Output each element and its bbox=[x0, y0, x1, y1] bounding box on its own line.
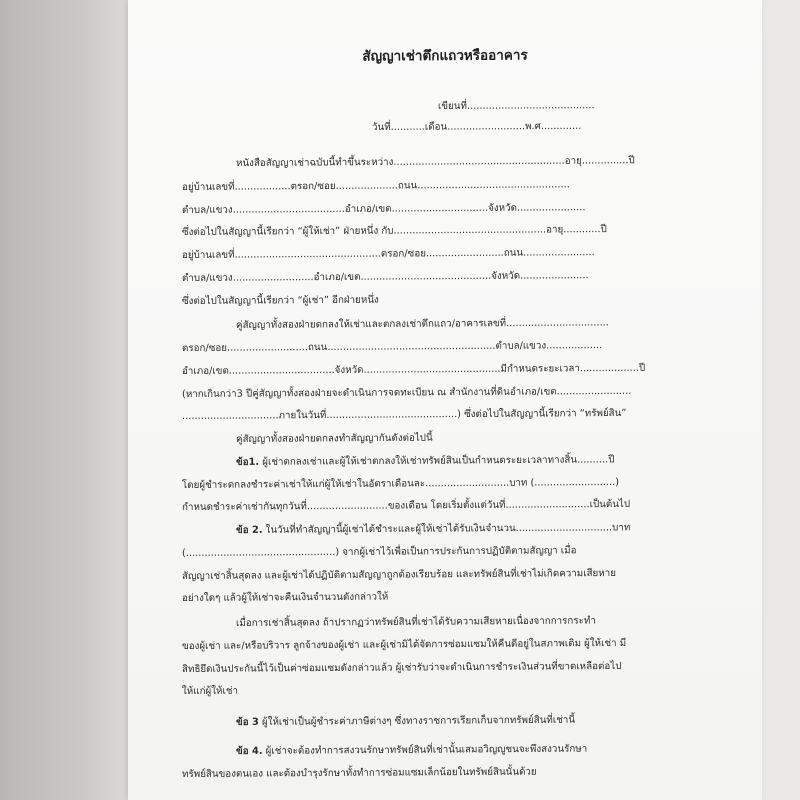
text-line: ให้แก่ผู้ให้เช่า bbox=[181, 685, 239, 697]
text-line: คู่สัญญาทั้งสองฝ่ายตกลงทำสัญญากันดังต่อไปนี้ bbox=[235, 432, 433, 445]
text-line: กำหนดชำระค่าเช่ากันทุกวันที่..........................ของเดือน โดยเริ่มตั้งแต่วันที่...........................เป็นต้นไป bbox=[181, 498, 631, 513]
text-line: โดยผู้ชำระตกลงชำระค่าเช่าให้แก่ผู้ให้เช่าในอัตราเดือนละ...........................บาท (..........................) bbox=[181, 476, 620, 491]
clause-4-label: ข้อ 4. bbox=[235, 745, 263, 757]
text-line: (หากเกินกว่า3 ปีคู่สัญญาทั้งสองฝ่ายจะดำเนินการจดทะเบียน ณ สำนักงานที่ดินอำเภอ/เขต........................ bbox=[181, 385, 632, 400]
text-line: ทรัพย์สินของตนเอง และต้องบำรุงรักษาทั้งทำการซ่อมแซมเล็กน้อยในทรัพย์สินนั้นด้วย bbox=[181, 766, 537, 780]
text-line: อยู่บ้านเลขที่..................ตรอก/ซอย....................ถนน................................................. bbox=[181, 179, 570, 193]
text-line: ซึ่งต่อไปในสัญญานี้เรียกว่า “ผู้ให้เช่า” ฝ่ายหนึ่ง กับ.................................................อายุ............ปี bbox=[181, 224, 607, 238]
text-line: สิทธิยึดเงินประกันนี้ไว้เป็นค่าซ่อมแซมดังกล่าวแล้ว ผู้เช่ารับว่าจะดำเนินการชำระเงินส่วนที่ขาดเหลือต่อไป bbox=[181, 660, 622, 675]
text-line: หนังสือสัญญาเช่าฉบับนี้ทำขึ้นระหว่าง.......................................................อายุ...............ปี bbox=[235, 155, 635, 169]
document-title: สัญญาเช่าตึกแถวหรืออาคาร bbox=[362, 47, 528, 65]
text-line: อย่างใดๆ แล้วผู้ให้เช่าจะคืนเงินจำนวนดังกล่าวให้ bbox=[181, 591, 389, 604]
clause-4-line: ข้อ 4. ผู้เช่าจะต้องทำการสงวนรักษาทรัพย์สินที่เช่านั้นเสมอวิญญูชนจะพึงสงวนรักษา bbox=[235, 743, 588, 757]
text-line: สัญญาเช่าสิ้นสุดลง และผู้เช่าได้ปฏิบัติตามสัญญาถูกต้องเรียบร้อย และทรัพย์สินที่เช่าไม่เกิดความเสียหาย bbox=[181, 567, 617, 582]
text-line: ตรอก/ซอย..........................ถนน......................................................ตำบล/แขวง.................. bbox=[181, 340, 603, 354]
text-line: เมื่อการเช่าสิ้นสุดลง ถ้าปรากฏว่าทรัพย์สินที่เช่าได้รับความเสียหายเนื่องจากการกระทำ bbox=[235, 615, 596, 629]
clause-2-line: ข้อ 2. ในวันที่ทำสัญญานี้ผู้เช่าได้ชำระและผู้ให้เช่าได้รับเงินจำนวน...............................บาท bbox=[235, 522, 631, 536]
clause-3-label: ข้อ 3 bbox=[235, 716, 259, 728]
text-line: (................................................) จากผู้เช่าไว้เพื่อเป็นการประกันการปฏิบัติตามสัญญา เมื่อ bbox=[181, 545, 577, 559]
text-line: ตำบล/แขวง..........................อำเภอ/เขต..........................................จังหวัด...................... bbox=[181, 270, 589, 284]
text-line: ซึ่งต่อไปในสัญญานี้เรียกว่า “ผู้เช่า” อีกฝ่ายหนึ่ง bbox=[181, 294, 379, 307]
clause-3-line: ข้อ 3 ผู้ให้เช่าเป็นผู้ชำระค่าภาษีต่างๆ ซึ่งทางราชการเรียกเก็บจากทรัพย์สินที่เช่านี้ bbox=[235, 714, 576, 728]
clause-2-label: ข้อ 2. bbox=[235, 524, 263, 536]
text-line: อำเภอ/เขต..................................จังหวัด............................................มีกำหนดระยะเวลา...................ปี bbox=[181, 362, 646, 377]
text-line: อยู่บ้านเลขที่...............................................ตรอก/ซอย.........................ถนน....................... bbox=[181, 247, 595, 261]
clause-1-line: ข้อ1. ผู้เช่าตกลงเช่าและผู้ให้เช่าตกลงให้เช่าทรัพย์สินเป็นกำหนดระยะเวลาทางสิ้น..........ปี bbox=[235, 454, 615, 468]
date-line: วันที่...........เดือน.........................พ.ศ............. bbox=[371, 120, 582, 133]
text-line: ตำบล/แขวง....................................อำเภอ/เขต...............................จังหวัด...................... bbox=[181, 202, 586, 216]
text-line: คู่สัญญาทั้งสองฝ่ายตกลงให้เช่าและตกลงเช่าตึกแถว/อาคารเลขที่................................. bbox=[235, 317, 609, 331]
clause-1-label: ข้อ1. bbox=[235, 456, 260, 468]
document-page bbox=[128, 0, 762, 800]
text-line: ของผู้เช่า และ/หรือบริวาร ลูกจ้างของผู้เช่า และผู้เช่ามิได้จัดการซ่อมแซมให้คืนดีอยู่ในสภาพเดิม ผู้ให้เช่า มี bbox=[181, 637, 627, 652]
text-line: ...............................ภายในวันที่..........................................) ซึ่งต่อไปในสัญญานี้เรียกว่า “ทรัพย์สิน” bbox=[181, 407, 627, 422]
written-at-line: เขียนที่......................................... bbox=[437, 100, 595, 112]
